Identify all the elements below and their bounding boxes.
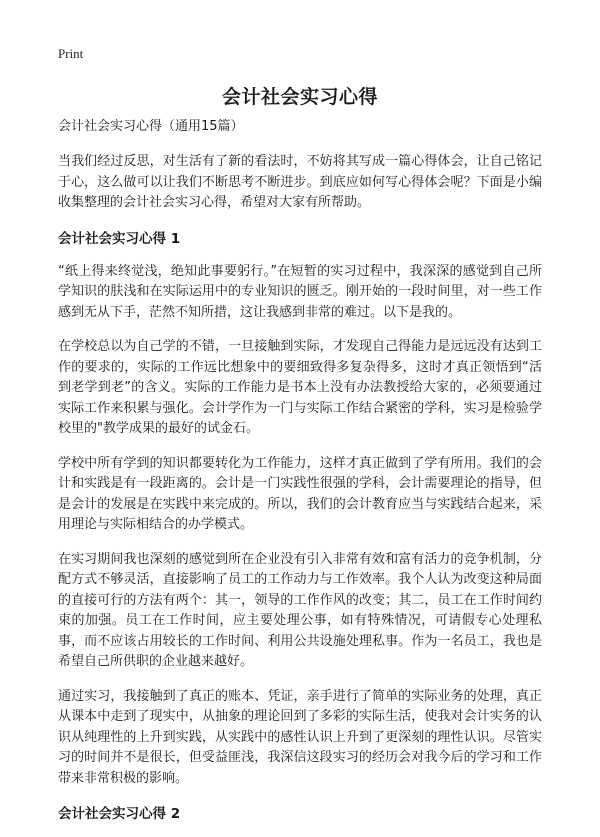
section-heading-1: 会计社会实习心得 1 — [58, 230, 181, 247]
article-subtitle: 会计社会实习心得（通用15篇） — [58, 119, 244, 134]
section-1-paragraph-4: 在实习期间我也深刻的感觉到所在企业没有引入非常有效和富有活力的竞争机制，分配方式不够灵活，直接影响了员工的工作动力与工作效率。我个人认为改变这种局面的直接可行的方法有两个：其一，领导的工作作风的改变；其二，员工在工作时间约束的加强。员工在工作时间，应主要处理公事，如有特殊情况，可请假专心处理私事，而不应该占用较长的工作时间、利用公共设施处理私事。作为一名员工，我也是希望自己所供职的企业越来越好。 — [58, 551, 542, 669]
section-1-paragraph-2: 在学校总以为自己学的不错，一旦接触到实际，才发现自己得能力是远远没有达到工作的要求的，实际的工作远比想象中的要细致得多复杂得多，这时才真正领悟到“活到老学到老”的含义。实际的工作能力是书本上没有办法教授给大家的，必须要通过实际工作来积累与强化。会计学作为一门与实际工作结合紧密的学科，实习是检验学校里的"教学成果的最好的试金石。 — [58, 339, 542, 436]
intro-paragraph: 当我们经过反思，对生活有了新的看法时，不妨将其写成一篇心得体会，让自己铭记于心，这么做可以让我们不断思考不断进步。到底应如何写心得体会呢？下面是小编收集整理的会计社会实习心得，希望对大家有所帮助。 — [58, 154, 542, 210]
section-1-paragraph-5: 通过实习，我接触到了真正的账本、凭证，亲手进行了简单的实际业务的处理，真正从课本中走到了现实中，从抽象的理论回到了多彩的实际生活，使我对会计实务的认识从纯理性的上升到实践，从实践中的感性认识上升到了更深刻的理性认识。尽管实习的时间并不是很长，但受益匪浅，我深信这段实习的经历会对我今后的学习和工作带来非常积极的影响。 — [58, 688, 542, 786]
section-heading-2: 会计社会实习心得 2 — [58, 806, 181, 822]
section-1-paragraph-3: 学校中所有学到的知识都要转化为工作能力，这样才真正做到了学有所用。我们的会计和实践是有一段距离的。会计是一门实践性很强的学科，会计需要理论的指导，但是会计的发展是在实践中来完成的。所以，我们的会计教育应当与实践结合起来，采用理论与实际相结合的办学模式。 — [58, 455, 542, 532]
page-title: 会计社会实习心得 — [221, 86, 378, 108]
print-link[interactable]: Print — [58, 46, 84, 61]
section-1-paragraph-1: “纸上得来终觉浅，绝知此事要躬行。”在短暂的实习过程中，我深深的感觉到自己所学知识的肤浅和在实际运用中的专业知识的匮乏。刚开始的一段时间里，对一些工作感到无从下手，茫然不知所措，这让我感到非常的难过。以下是我的。 — [58, 263, 542, 320]
article-body — [58, 116, 542, 837]
